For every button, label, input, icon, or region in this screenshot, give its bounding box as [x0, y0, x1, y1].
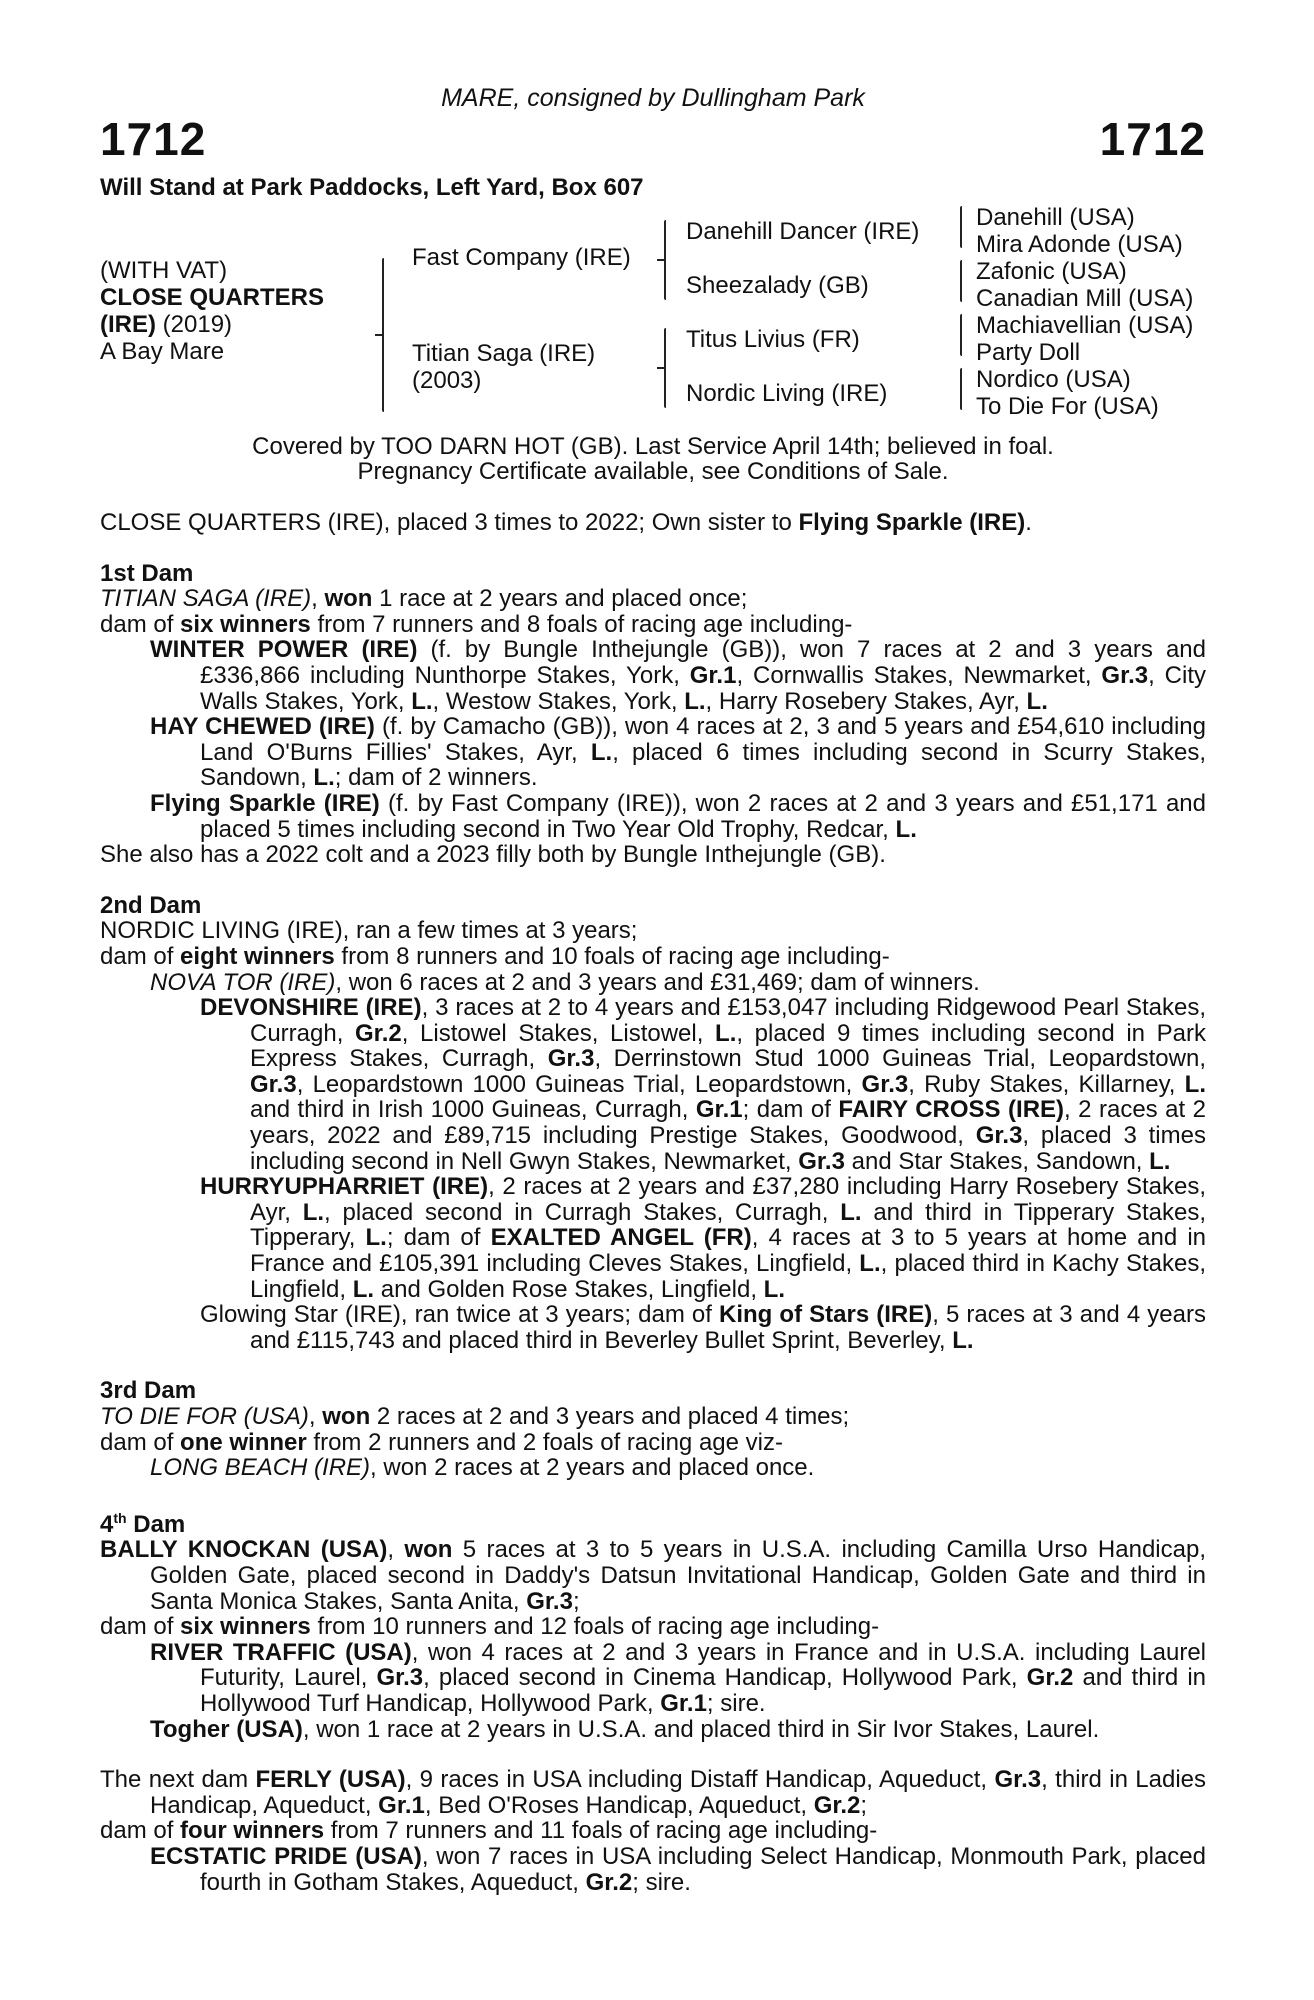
ferly-d: ;: [860, 1791, 868, 1819]
devonshire-h: ; dam of: [742, 1096, 839, 1124]
progeny-flying-sparkle: [150, 791, 1206, 842]
grade-tag: Gr.3: [547, 1045, 595, 1073]
river-traffic-d: ; sire.: [706, 1689, 766, 1717]
bally-knockan-end: ;: [572, 1587, 580, 1615]
brace-g4-2: [960, 260, 962, 302]
dam3-won: won: [322, 1403, 371, 1430]
winter-power-c: , City Walls Stakes, York,: [200, 661, 1207, 715]
river-traffic-a: , won 4 races at 2 and 3 years in France and in U.S.A. including Laurel Futurity, Laurel,: [200, 1638, 1207, 1692]
grade-tag: Gr.3: [975, 1122, 1023, 1150]
bally-knockan-won: won: [404, 1536, 453, 1564]
listed-tag: L.: [1149, 1147, 1171, 1175]
grade-tag: Gr.1: [660, 1689, 707, 1717]
dam3-intro-rest: 2 races at 2 and 3 years and placed 4 times;: [370, 1403, 850, 1430]
ecstatic-pride-name: ECSTATIC PRIDE (USA): [150, 1842, 422, 1870]
winter-power-b: , Cornwallis Stakes, Newmarket,: [736, 661, 1102, 689]
listed-tag: L.: [365, 1224, 387, 1252]
dam1-name: TITIAN SAGA (IRE): [100, 585, 312, 613]
dam1-damof-pre: dam of: [100, 610, 181, 638]
gen4-3: Zafonic (USA): [976, 258, 1127, 285]
ecstatic-pride-end: ; sire.: [632, 1868, 691, 1896]
nova-tor-name: NOVA TOR (IRE): [150, 968, 336, 996]
devonshire-b: , Listowel Stakes, Listowel,: [401, 1019, 716, 1047]
grade-tag: Gr.2: [1026, 1664, 1074, 1692]
exalted-angel-c: and Golden Rose Stakes, Lingfield,: [374, 1275, 764, 1303]
devonshire-name: DEVONSHIRE (IRE): [200, 994, 422, 1022]
river-traffic-name: RIVER TRAFFIC (USA): [150, 1638, 412, 1666]
grade-tag: Gr.3: [798, 1147, 845, 1175]
devonshire-g: and third in Irish 1000 Guineas, Curragh,: [250, 1096, 696, 1124]
dam1-damof: [100, 612, 1206, 638]
dam-year: (2003): [412, 367, 482, 394]
listed-tag: L.: [840, 1198, 862, 1226]
horse-name: CLOSE QUARTERS: [100, 284, 325, 311]
grade-tag: Gr.3: [526, 1587, 573, 1615]
listed-tag: L.: [895, 815, 917, 843]
long-beach-name: LONG BEACH (IRE): [150, 1454, 371, 1482]
gen3-3: Titus Livius (FR): [686, 326, 860, 353]
dam4-heading-rest: Dam: [126, 1510, 186, 1538]
ferly-name: FERLY (USA): [255, 1766, 406, 1794]
dam1-heading: 1st Dam: [100, 559, 194, 587]
progeny-ecstatic-pride: [150, 1844, 1206, 1895]
gen4-4: Canadian Mill (USA): [976, 285, 1194, 312]
winter-power-e: , Harry Rosebery Stakes, Ayr,: [705, 687, 1027, 715]
grade-tag: Gr.1: [378, 1791, 425, 1819]
brace-parents-point: [375, 334, 383, 336]
dam3-damof-pre: dam of: [100, 1428, 181, 1456]
brace-dam-point: [657, 367, 665, 369]
listed-tag: L.: [352, 1275, 375, 1303]
listed-tag: L.: [302, 1198, 325, 1226]
hurryupharriet-c: and third in Tipperary Stakes, Tipperary,: [250, 1198, 1207, 1252]
horse-year: (2019): [156, 311, 233, 338]
exalted-angel-name: EXALTED ANGEL (FR): [490, 1224, 752, 1252]
grade-tag: Gr.3: [994, 1766, 1042, 1794]
hay-chewed-name: HAY CHEWED (IRE): [150, 713, 375, 741]
listed-tag: L.: [1184, 1070, 1206, 1098]
listed-tag: L.: [859, 1250, 881, 1278]
nextdam-damof-pre: dam of: [100, 1817, 181, 1845]
togher-a: , won 1 race at 2 years in U.S.A. and placed third in Sir Ivor Stakes, Laurel.: [302, 1715, 1100, 1743]
dam2-damof-pre: dam of: [100, 942, 181, 970]
brace-g4-4: [960, 368, 962, 410]
vat-note: (WITH VAT): [100, 257, 228, 284]
exalted-angel-a: , 4 races at 3 to 5 years at home and in France and £105,391 including Cleves Stakes, Lingfield,: [250, 1224, 1207, 1278]
togher-name: Togher (USA): [150, 1715, 303, 1743]
grade-tag: Gr.3: [861, 1070, 909, 1098]
grade-tag: Gr.3: [376, 1664, 424, 1692]
gen3-1: Danehill Dancer (IRE): [686, 218, 920, 245]
dam4-winners: six winners: [180, 1613, 311, 1641]
dam3-name: TO DIE FOR (USA): [100, 1403, 309, 1430]
gen3-4: Nordic Living (IRE): [686, 380, 888, 407]
nextdam-winners: four winners: [180, 1817, 325, 1845]
stand-location: Will Stand at Park Paddocks, Left Yard, Box 607: [100, 174, 644, 201]
dam4-num: 4: [100, 1510, 114, 1538]
flying-sparkle-name: Flying Sparkle (IRE): [150, 789, 380, 817]
devonshire-e: , Leopardstown 1000 Guineas Trial, Leopardstown,: [296, 1070, 862, 1098]
listed-tag: L.: [763, 1275, 785, 1303]
dam1-comma: ,: [311, 585, 325, 613]
covered-note: [100, 434, 1206, 484]
glowing-star-c: , 5 races at 3 and 4 years and £115,743 and placed third in Beverley Bullet Sprint, Beverley,: [250, 1301, 1206, 1354]
devonshire-f: , Ruby Stakes, Killarney,: [908, 1070, 1185, 1098]
dam1-winners: six winners: [180, 610, 311, 638]
hurryupharriet-b: , placed second in Curragh Stakes, Curragh,: [324, 1198, 841, 1226]
river-traffic-b: , placed second in Cinema Handicap, Hollywood Park,: [423, 1664, 1027, 1692]
grade-tag: Gr.1: [695, 1096, 743, 1124]
progeny-togher: [150, 1717, 1206, 1743]
progeny-nova-tor: [150, 970, 1206, 996]
summary-sister: Flying Sparkle (IRE): [798, 509, 1026, 536]
bally-knockan-comma: ,: [387, 1536, 405, 1564]
summary-end: .: [1025, 509, 1032, 536]
covered-line2: Pregnancy Certificate available, see Conditions of Sale.: [357, 458, 949, 485]
dam3-damof-rest: from 2 runners and 2 foals of racing age viz-: [306, 1428, 783, 1456]
gen4-2: Mira Adonde (USA): [976, 231, 1183, 258]
gen4-8: To Die For (USA): [976, 393, 1159, 420]
hay-chewed-d: ; dam of 2 winners.: [334, 764, 538, 792]
summary-text: CLOSE QUARTERS (IRE), placed 3 times to 2022; Own sister to: [100, 509, 799, 536]
ferly-c: , Bed O'Roses Handicap, Aqueduct,: [424, 1791, 814, 1819]
grade-tag: Gr.3: [1101, 661, 1149, 689]
gen3-2: Sheezalady (GB): [686, 272, 869, 299]
hurryupharriet-d: ; dam of: [386, 1224, 491, 1252]
horse-name-line2: [100, 311, 232, 338]
dam4-sup: th: [113, 1509, 127, 1526]
dam2-damof: [100, 944, 1206, 970]
dam1-intro: [100, 586, 1206, 612]
listed-tag: L.: [411, 687, 433, 715]
horse-description: A Bay Mare: [100, 338, 225, 365]
lot-number-left: 1712: [100, 113, 207, 165]
progeny-river-traffic: [150, 1640, 1206, 1717]
nextdam-pre: The next dam: [100, 1766, 256, 1794]
devonshire-d: , Derrinstown Stud 1000 Guineas Trial, Leopardstown,: [594, 1045, 1206, 1073]
hay-chewed-c: , placed 6 times including second in Scurry Stakes, Sandown,: [200, 738, 1207, 792]
ferly-b: , third in Ladies Handicap, Aqueduct,: [150, 1766, 1206, 1819]
dam-name: Titian Saga (IRE): [412, 340, 596, 367]
fairy-cross-b: , placed 3 times including second in Nell Gwyn Stakes, Newmarket,: [250, 1122, 1206, 1175]
glowing-star-a: Glowing Star (IRE), ran twice at 3 years; dam of: [200, 1301, 719, 1329]
ferly-a: , 9 races in USA including Distaff Handicap, Aqueduct,: [405, 1766, 995, 1794]
lot-number-right: 1712: [1099, 113, 1206, 165]
pedigree-table: [100, 200, 1206, 422]
nextdam-damof: [100, 1818, 1206, 1844]
hurryupharriet-name: HURRYUPHARRIET (IRE): [200, 1173, 489, 1201]
listed-tag: L.: [952, 1326, 974, 1354]
dam4-intro: [100, 1537, 1206, 1614]
fairy-cross-c: and Star Stakes, Sandown,: [844, 1147, 1150, 1175]
consignment-line: MARE, consigned by Dullingham Park: [441, 84, 865, 112]
horse-origin: (IRE): [100, 311, 156, 338]
covered-line1: Covered by TOO DARN HOT (GB). Last Service April 14th; believed in foal.: [252, 433, 1054, 460]
grade-tag: Gr.2: [355, 1019, 402, 1047]
brace-g4-1: [960, 206, 962, 248]
hurryupharriet-a: , 2 races at 2 years and £37,280 including Harry Rosebery Stakes, Ayr,: [250, 1173, 1207, 1226]
ecstatic-pride-a: , won 7 races in USA including Select Handicap, Monmouth Park, placed fourth in Gotham Stakes, Aqueduct,: [200, 1842, 1206, 1896]
dam1-won: won: [324, 585, 373, 613]
dam1-intro-rest: 1 race at 2 years and placed once;: [372, 585, 748, 613]
bally-knockan-name: BALLY KNOCKAN (USA): [100, 1536, 388, 1564]
brace-sire-point: [657, 259, 665, 261]
grade-tag: Gr.1: [689, 661, 737, 689]
dam1-damof-rest: from 7 runners and 8 foals of racing age including-: [310, 610, 853, 638]
nova-tor-rest: , won 6 races at 2 and 3 years and £31,469; dam of winners.: [335, 968, 980, 996]
winter-power-a: (f. by Bungle Inthejungle (GB)), won 7 races at 2 and 3 years and £336,866 including Nunthorpe Stakes, York,: [200, 636, 1206, 689]
dam2-damof-rest: from 8 runners and 10 foals of racing age including-: [334, 942, 890, 970]
devonshire-c: , placed 9 times including second in Park Express Stakes, Curragh,: [250, 1019, 1207, 1073]
summary-line: [100, 510, 1206, 536]
dam2-intro: NORDIC LIVING (IRE), ran a few times at 3 years;: [100, 917, 638, 945]
listed-tag: L.: [684, 687, 706, 715]
dam3-comma: ,: [308, 1403, 323, 1430]
grade-tag: Gr.2: [813, 1791, 861, 1819]
sire-name: Fast Company (IRE): [412, 244, 631, 271]
brace-g4-3: [960, 314, 962, 356]
progeny-winter-power: [150, 637, 1206, 714]
gen4-6: Party Doll: [976, 339, 1081, 366]
river-traffic-c: and third in Hollywood Turf Handicap, Hollywood Park,: [200, 1664, 1206, 1717]
dam4-damof: [100, 1614, 1206, 1640]
nextdam-intro: [100, 1767, 1206, 1818]
grade-tag: Gr.3: [250, 1070, 297, 1098]
bally-knockan-a: 5 races at 3 to 5 years in U.S.A. including Camilla Urso Handicap, Golden Gate, placed second in Daddy's Datsun Invitational Handicap, Golden Gate and third in Santa Monica Stakes, Santa Anita,: [150, 1536, 1207, 1615]
gen4-7: Nordico (USA): [976, 366, 1131, 393]
listed-tag: L.: [313, 764, 335, 792]
gen4-5: Machiavellian (USA): [976, 312, 1194, 339]
fairy-cross-name: FAIRY CROSS (IRE): [838, 1096, 1065, 1124]
dam4-heading: [100, 1506, 1206, 1538]
devonshire-a: , 3 races at 2 to 4 years and £153,047 including Ridgewood Pearl Stakes, Curragh,: [250, 994, 1207, 1047]
dam2-winners: eight winners: [180, 942, 335, 970]
listed-tag: L.: [1026, 687, 1048, 715]
listed-tag: L.: [715, 1019, 737, 1047]
dam1-also: She also has a 2022 colt and a 2023 filly both by Bungle Inthejungle (GB).: [100, 841, 886, 869]
winter-power-d: , Westow Stakes, York,: [432, 687, 685, 715]
dam3-heading: 3rd Dam: [100, 1377, 197, 1405]
hay-chewed-a: (f. by Camacho (GB)), won 4 races at 2, 3 and 5 years and £54,610 including Land O'Burns Fillies' Stakes, Ayr,: [200, 713, 1207, 766]
grade-tag: Gr.2: [585, 1868, 633, 1896]
catalogue-body: [100, 510, 1206, 1895]
progeny-glowing-star: [200, 1302, 1206, 1353]
dam4-damof-rest: from 10 runners and 12 foals of racing age including-: [310, 1613, 880, 1641]
long-beach-rest: , won 2 races at 2 years and placed once.: [370, 1454, 815, 1482]
flying-sparkle-a: (f. by Fast Company (IRE)), won 2 races at 2 and 3 years and £51,171 and placed 5 times including second in Two Year Old Trophy, Redcar,: [200, 789, 1207, 843]
dam3-winners: one winner: [180, 1428, 307, 1456]
progeny-devonshire: [200, 995, 1206, 1174]
progeny-hay-chewed: [150, 714, 1206, 791]
fairy-cross-a: , 2 races at 2 years, 2022 and £89,715 including Prestige Stakes, Goodwood,: [250, 1096, 1206, 1150]
dam3-intro: [100, 1404, 1206, 1430]
winter-power-name: WINTER POWER (IRE): [150, 636, 418, 664]
progeny-hurryupharriet: [200, 1174, 1206, 1302]
dam3-damof: [100, 1430, 1206, 1456]
dam2-heading: 2nd Dam: [100, 891, 202, 919]
exalted-angel-b: , placed third in Kachy Stakes, Lingfield,: [250, 1250, 1207, 1303]
listed-tag: L.: [590, 738, 613, 766]
nextdam-damof-rest: from 7 runners and 11 foals of racing age including-: [324, 1817, 878, 1845]
dam4-damof-pre: dam of: [100, 1613, 181, 1641]
gen4-1: Danehill (USA): [976, 204, 1135, 231]
king-of-stars-name: King of Stars (IRE): [719, 1301, 933, 1329]
progeny-long-beach: [150, 1455, 1206, 1481]
